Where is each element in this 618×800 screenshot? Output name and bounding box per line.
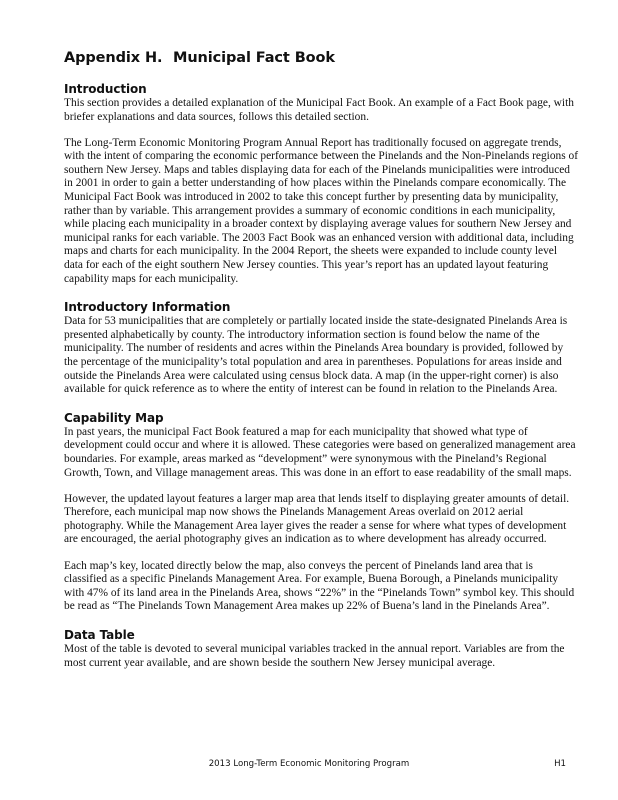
footer-program-title: 2013 Long-Term Economic Monitoring Program — [208, 759, 410, 769]
heading-introduction: Introduction — [64, 82, 147, 96]
capability-map-paragraph-1: In past years, the municipal Fact Book featured a map for each municipality that showed what type of development could occur and where it is allowed. These categories were based on generalized management area boundaries. For example, areas marked as “development” were synonymous with the Pineland’s Regional Growth, Town, and Village management areas. This was done in an effort to ease readability of the small maps. — [64, 425, 576, 479]
document-page — [64, 50, 578, 670]
heading-data-table: Data Table — [64, 627, 135, 642]
appendix-name: Municipal Fact Book — [173, 50, 335, 66]
heading-introductory-information: Introductory Information — [64, 300, 231, 315]
appendix-title — [64, 50, 578, 66]
footer-page-number: H1 — [554, 759, 566, 769]
introduction-paragraph-1: This section provides a detailed explanation of the Municipal Fact Book. An example of a Fact Book page, with briefer explanations and data sources, follows this detailed section. — [64, 97, 574, 123]
data-table-paragraph-1: Most of the table is devoted to several municipal variables tracked in the annual report. Variables are from the most current year available, and are shown beside the southern New Jersey municipal average. — [64, 642, 565, 669]
capability-map-paragraph-2: However, the updated layout features a larger map area that lends itself to displaying greater amounts of detail. Therefore, each municipal map now shows the Pinelands Management Areas overlaid on 2012 aerial photography. While the Management Area layer gives the reader a sense for where what types of development are encouraged, the aerial photography gives an indication as to where development has already occurred. — [64, 492, 570, 546]
introductory-information-paragraph-1: Data for 53 municipalities that are completely or partially located inside the state-designated Pinelands Area is presented alphabetically by county. The introductory information section is found below the name of the municipality. The number of residents and acres within the Pinelands Area boundary is provided, followed by the percentage of the municipality’s total population and area in parentheses. Populations for areas inside and outside the Pinelands Area were calculated using census block data. A map (in the upper-right corner) is also available for quick reference as to where the entity of interest can be found in relation to the Pinelands Area. — [64, 315, 568, 396]
capability-map-paragraph-3: Each map’s key, located directly below the map, also conveys the percent of Pinelands land area that is classified as a specific Pinelands Management Area. For example, Buena Borough, a Pinelands municipality with 47% of its land area in the Pinelands Area, shows “22%” in the “Pinelands Town” symbol key. This should be read as “The Pinelands Town Management Area makes up 22% of Buena’s land in the Pinelands Area”. — [64, 559, 575, 613]
heading-capability-map: Capability Map — [64, 410, 164, 425]
introduction-paragraph-2: The Long-Term Economic Monitoring Program Annual Report has traditionally focused on aggregate trends, with the intent of comparing the economic performance between the Pinelands and the Non-Pinelands regions of southern New Jersey. Maps and tables displaying data for each of the Pinelands municipalities were introduced in 2001 in order to gain a better understanding of how places within the Pinelands compare economically. The Municipal Fact Book was introduced in 2002 to take this concept further by presenting data by municipality, rather than by variable. This arrangement provides a summary of economic conditions in each municipality, while placing each municipality in a broader context by displaying average values for southern New Jersey and municipal ranks for each variable. The 2003 Fact Book was an enhanced version with additional data, including maps and charts for each municipality. In the 2004 Report, the sheets were expanded to include county level data for each of the eight southern New Jersey counties. This year’s report has an updated layout featuring capability maps for each municipality. — [64, 136, 579, 285]
appendix-number: Appendix H. — [64, 50, 163, 66]
